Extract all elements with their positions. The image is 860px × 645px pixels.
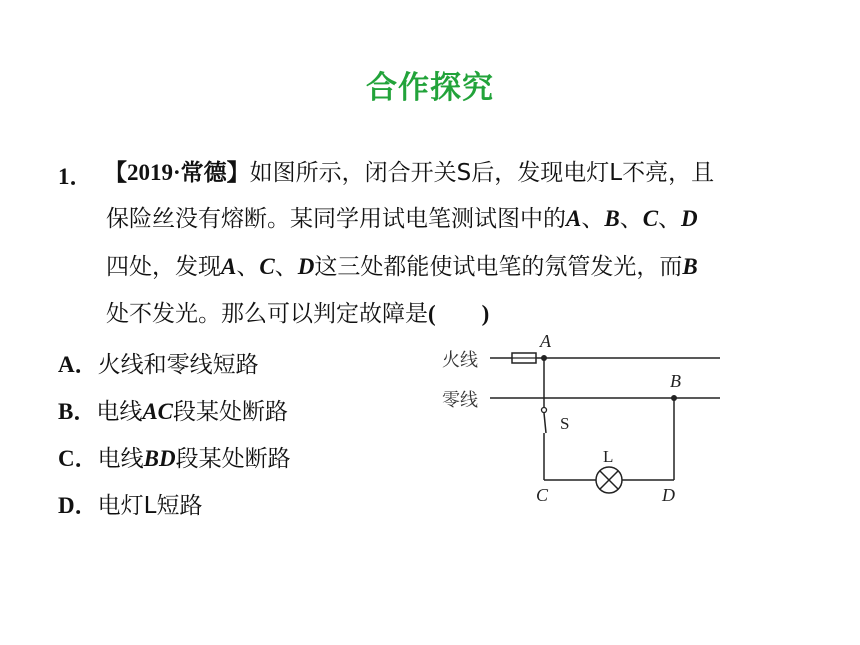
junction-a [541,355,547,361]
switch-label: S [560,414,570,433]
live-wire-label: 火线 [442,350,478,371]
option-text: 段某处断路 [173,399,289,425]
point-label: B [604,206,620,231]
neutral-wire-label: 零线 [442,390,478,411]
question-source: 【2019·常德】 [104,160,250,185]
question-text: 四处，发现 [106,254,221,280]
point-a-label: A [540,331,551,351]
point-label: C [642,206,659,231]
question-text: 这三处都能使试电笔的氖管发光，而 [314,254,683,280]
option-a[interactable] [58,346,259,379]
option-text: 电线 [96,399,143,425]
point-c-label: C [536,485,549,505]
question-number: 1． [58,164,93,189]
option-c[interactable] [58,440,291,473]
switch-contact [542,408,547,413]
point-label: A [566,206,582,231]
question-line-3 [106,252,698,282]
point-label: C [259,254,275,279]
option-wire-label: AC [142,399,174,424]
point-d-label: D [662,485,675,505]
option-d[interactable] [58,487,202,520]
separator: 、 [274,254,298,280]
question-text: 保险丝没有熔断。某同学用试电笔测试图中的 [106,206,566,232]
question-line-2 [106,204,698,234]
point-label: A [221,254,237,279]
option-b[interactable] [58,393,288,426]
answer-blank: ( ) [428,301,490,326]
question-line1-text: 如图所示，闭合开关S后，发现电灯L不亮，且 [249,160,715,186]
point-b-label: B [670,371,681,391]
separator: 、 [236,254,260,280]
switch-blade [544,413,546,433]
option-text: 电线 [97,446,144,472]
question-text: 处不发光。那么可以判定故障是 [106,301,428,327]
junction-b [671,395,677,401]
option-letter: C． [58,446,98,471]
circuit-diagram [430,325,730,510]
point-label: D [681,206,698,231]
option-letter: D． [58,493,98,518]
option-letter: B． [58,399,97,424]
separator: 、 [658,206,682,232]
page-title: 合作探究 [366,70,494,106]
option-letter: A． [58,352,98,377]
option-text: 火线和零线短路 [97,352,259,378]
separator: 、 [581,206,605,232]
question-line-1 [104,158,714,188]
option-text: 段某处断路 [175,446,291,472]
point-label: B [682,254,698,279]
option-wire-label: BD [143,446,176,471]
separator: 、 [619,206,643,232]
point-label: D [297,254,315,279]
lamp-label: L [603,447,614,466]
option-text: 电灯L短路 [97,493,203,519]
